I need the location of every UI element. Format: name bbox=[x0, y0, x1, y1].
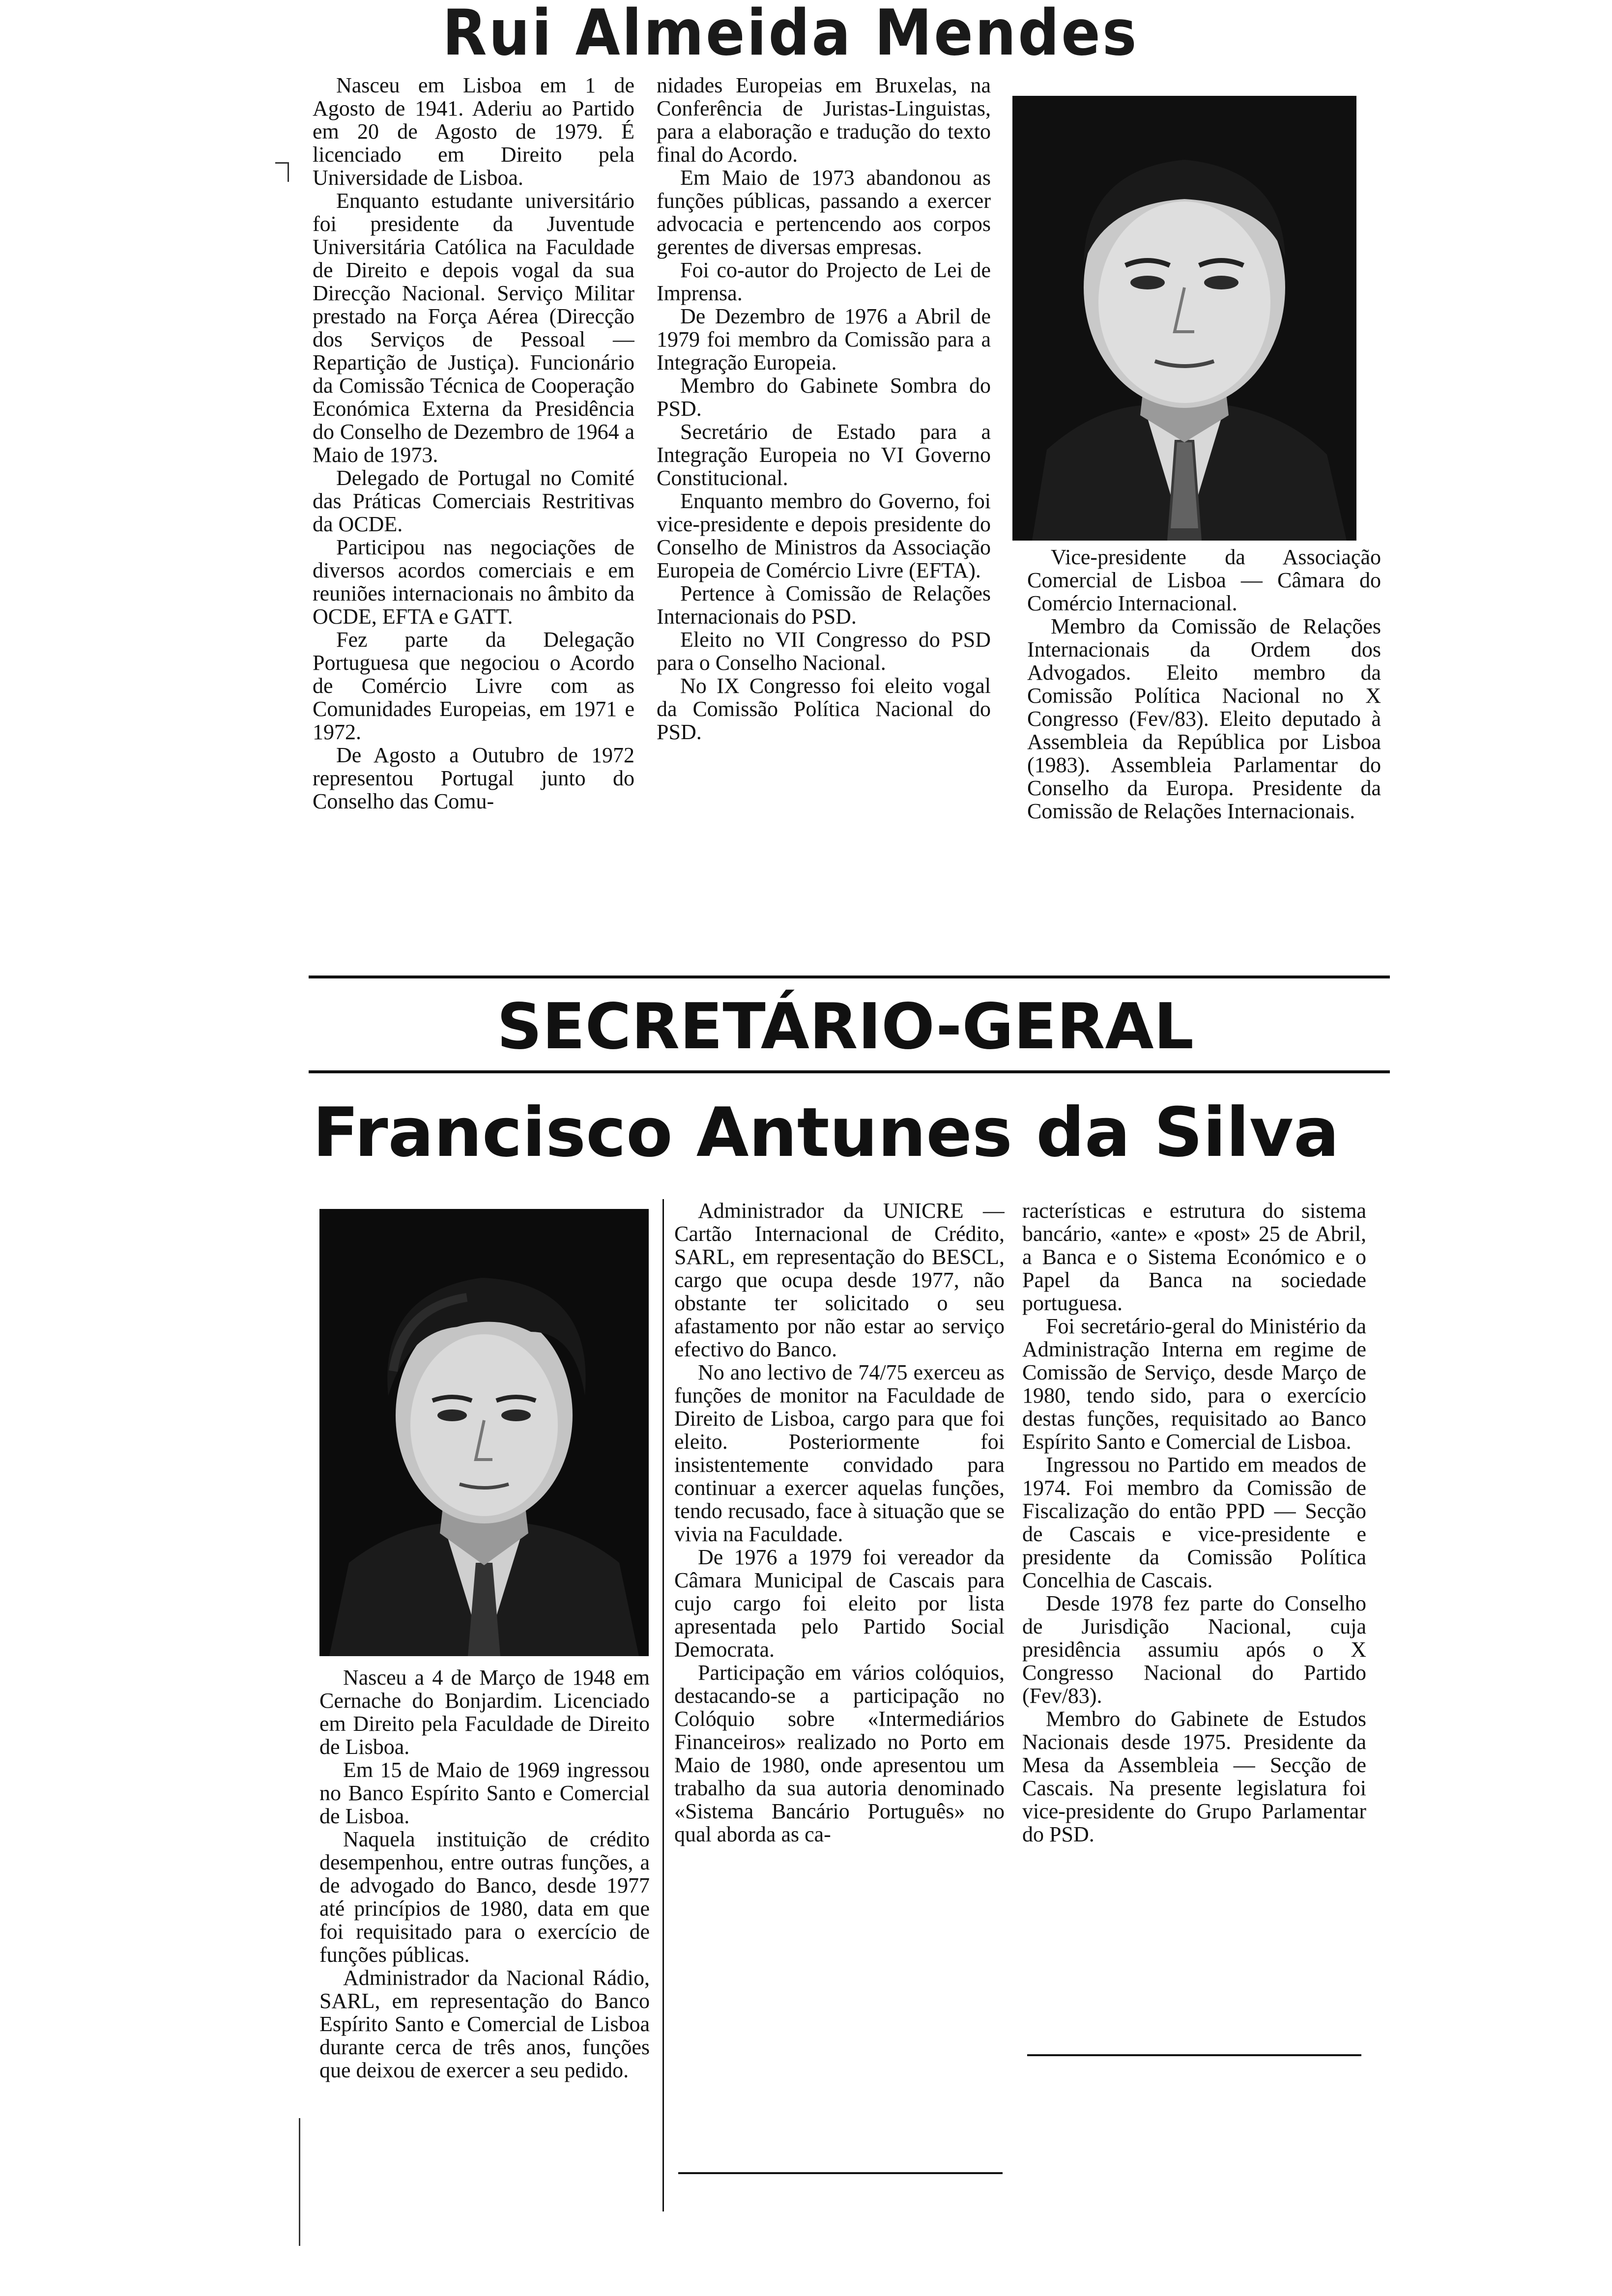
paragraph: Eleito no VII Congresso do PSD para o Conselho Nacional. bbox=[657, 628, 991, 675]
paragraph: Desde 1978 fez parte do Conselho de Jurisdição Nacional, cuja presidência assumiu após o X Congresso Nacional do Partido (Fev/83). bbox=[1022, 1591, 1366, 1708]
section-kicker-secretario-geral: SECRETÁRIO-GERAL bbox=[496, 990, 1194, 1063]
paragraph: Foi secretário-geral do Ministério da Administração Interna em regime de Comissão de Serviço, desde Março de 1980, tendo sido, para o exercício destas funções, requisitado ao Banco Espírito Santo e Comercial de Lisboa. bbox=[1022, 1314, 1366, 1454]
article2-column-1 bbox=[319, 1666, 650, 2207]
scan-mark bbox=[288, 162, 289, 182]
paragraph: De 1976 a 1979 foi vereador da Câmara Municipal de Cascais para cujo cargo foi eleito por lista apresentada pelo Partido Social Democrata. bbox=[674, 1545, 1005, 1662]
paragraph: Em Maio de 1973 abandonou as funções públicas, passando a exercer advocacia e pertencendo aos corpos gerentes de diversas empresas. bbox=[657, 166, 991, 259]
paragraph: Naquela instituição de crédito desempenhou, entre outras funções, a de advogado do Banco, desde 1977 até princípios de 1980, data em que foi requisitado para o exercício de funções públicas. bbox=[319, 1827, 650, 1967]
paragraph: Membro da Comissão de Relações Internacionais da Ordem dos Advogados. Eleito membro da Comissão Política Nacional no X Congresso (Fev/83). Eleito deputado à Assembleia da República por Lisboa (1983). Assembleia Parlamentar do Conselho da Europa. Presidente da Comissão de Relações Internacionais. bbox=[1027, 614, 1381, 823]
paragraph: Ingressou no Partido em meados de 1974. Foi membro da Comissão de Fiscalização do então PPD — Secção de Cascais e vice-presidente e presidente da Comissão Política Concelhia de Cascais. bbox=[1022, 1453, 1366, 1592]
paragraph: Fez parte da Delegação Portuguesa que negociou o Acordo de Comércio Livre com as Comunidades Europeias, em 1971 e 1972. bbox=[313, 628, 634, 744]
paragraph: Membro do Gabinete de Estudos Nacionais desde 1975. Presidente da Mesa da Assembleia — Secção de Cascais. Na presente legislatura foi vice-presidente do Grupo Parlamentar do PSD. bbox=[1022, 1707, 1366, 1846]
portrait-photo-rui-almeida-mendes bbox=[1012, 96, 1356, 541]
article1-column-3 bbox=[1027, 545, 1381, 973]
end-rule bbox=[1027, 2054, 1361, 2056]
paragraph: Participou nas negociações de diversos acordos comerciais e em reuniões internacionais no âmbito da OCDE, EFTA e GATT. bbox=[313, 535, 634, 629]
article2-column-3 bbox=[1022, 1199, 1366, 2044]
scan-mark bbox=[299, 2118, 300, 2246]
paragraph: Administrador da Nacional Rádio, SARL, em representação do Banco Espírito Santo e Comercial de Lisboa durante cerca de três anos, funções que deixou de exercer a seu pedido. bbox=[319, 1966, 650, 2082]
paragraph: Administrador da UNICRE — Cartão Internacional de Crédito, SARL, em representação do BESCL, cargo que ocupa desde 1977, não obstante ter solicitado o seu afastamento por não estar ao serviço efectivo do Banco. bbox=[674, 1199, 1005, 1361]
headline-francisco-antunes-da-silva: Francisco Antunes da Silva bbox=[313, 1093, 1340, 1172]
paragraph: De Dezembro de 1976 a Abril de 1979 foi membro da Comissão para a Integração Europeia. bbox=[657, 304, 991, 374]
paragraph: Foi co-autor do Projecto de Lei de Imprensa. bbox=[657, 258, 991, 305]
paragraph: Nasceu a 4 de Março de 1948 em Cernache do Bonjardim. Licenciado em Direito pela Faculdade de Direito de Lisboa. bbox=[319, 1666, 650, 1759]
divider-rule bbox=[309, 1070, 1390, 1073]
column-rule bbox=[662, 1199, 664, 2211]
paragraph: Secretário de Estado para a Integração Europeia no VI Governo Constitucional. bbox=[657, 420, 991, 490]
scan-mark bbox=[275, 162, 289, 164]
paragraph: No IX Congresso foi eleito vogal da Comissão Política Nacional do PSD. bbox=[657, 674, 991, 744]
paragraph: Nasceu em Lisboa em 1 de Agosto de 1941. Aderiu ao Partido em 20 de Agosto de 1979. É licenciado em Direito pela Universidade de Lisboa. bbox=[313, 74, 634, 190]
article2-column-2 bbox=[674, 1199, 1005, 2162]
article1-column-2 bbox=[657, 74, 991, 973]
paragraph: No ano lectivo de 74/75 exerceu as funções de monitor na Faculdade de Direito de Lisboa, cargo para que foi eleito. Posteriormente foi insistentemente convidado para continuar a exercer aquelas funções, tendo recusado, face à situação que se vivia na Faculdade. bbox=[674, 1360, 1005, 1546]
paragraph: De Agosto a Outubro de 1972 representou Portugal junto do Conselho das Comu- bbox=[313, 743, 634, 813]
paragraph: Membro do Gabinete Sombra do PSD. bbox=[657, 373, 991, 421]
portrait-illustration bbox=[1012, 96, 1356, 541]
paragraph: Pertence à Comissão de Relações Internacionais do PSD. bbox=[657, 581, 991, 629]
portrait-photo-francisco-antunes-da-silva bbox=[319, 1209, 649, 1656]
paragraph: Participação em vários colóquios, destacando-se a participação no Colóquio sobre «Intermediários Financeiros» realizado no Porto em Maio de 1980, onde apresentou um trabalho da sua autoria denominado «Sistema Bancário Português» no qual aborda as ca- bbox=[674, 1661, 1005, 1846]
paragraph: Vice-presidente da Associação Comercial de Lisboa — Câmara do Comércio Internacional. bbox=[1027, 545, 1381, 615]
paragraph: Enquanto membro do Governo, foi vice-presidente e depois presidente do Conselho de Ministros da Associação Europeia de Comércio Livre (EFTA). bbox=[657, 489, 991, 582]
headline-rui-almeida-mendes: Rui Almeida Mendes bbox=[442, 0, 1139, 66]
portrait-illustration bbox=[319, 1209, 649, 1656]
divider-rule bbox=[309, 976, 1390, 978]
paragraph: racterísticas e estrutura do sistema bancário, «ante» e «post» 25 de Abril, a Banca e o Sistema Económico e o Papel da Banca na sociedade portuguesa. bbox=[1022, 1199, 1366, 1315]
paragraph: Delegado de Portugal no Comité das Práticas Comerciais Restritivas da OCDE. bbox=[313, 466, 634, 536]
article1-column-1 bbox=[313, 74, 634, 973]
paragraph: Enquanto estudante universitário foi presidente da Juventude Universitária Católica na Faculdade de Direito e depois vogal da sua Direcção Nacional. Serviço Militar prestado na Força Aérea (Direcção dos Serviços de Pessoal — Repartição de Justiça). Funcionário da Comissão Técnica de Cooperação Económica Externa da Presidência do Conselho de Dezembro de 1964 a Maio de 1973. bbox=[313, 189, 634, 467]
paragraph: nidades Europeias em Bruxelas, na Conferência de Juristas-Linguistas, para a elaboração e tradução do texto final do Acordo. bbox=[657, 74, 991, 167]
end-rule bbox=[678, 2172, 1003, 2174]
paragraph: Em 15 de Maio de 1969 ingressou no Banco Espírito Santo e Comercial de Lisboa. bbox=[319, 1758, 650, 1828]
